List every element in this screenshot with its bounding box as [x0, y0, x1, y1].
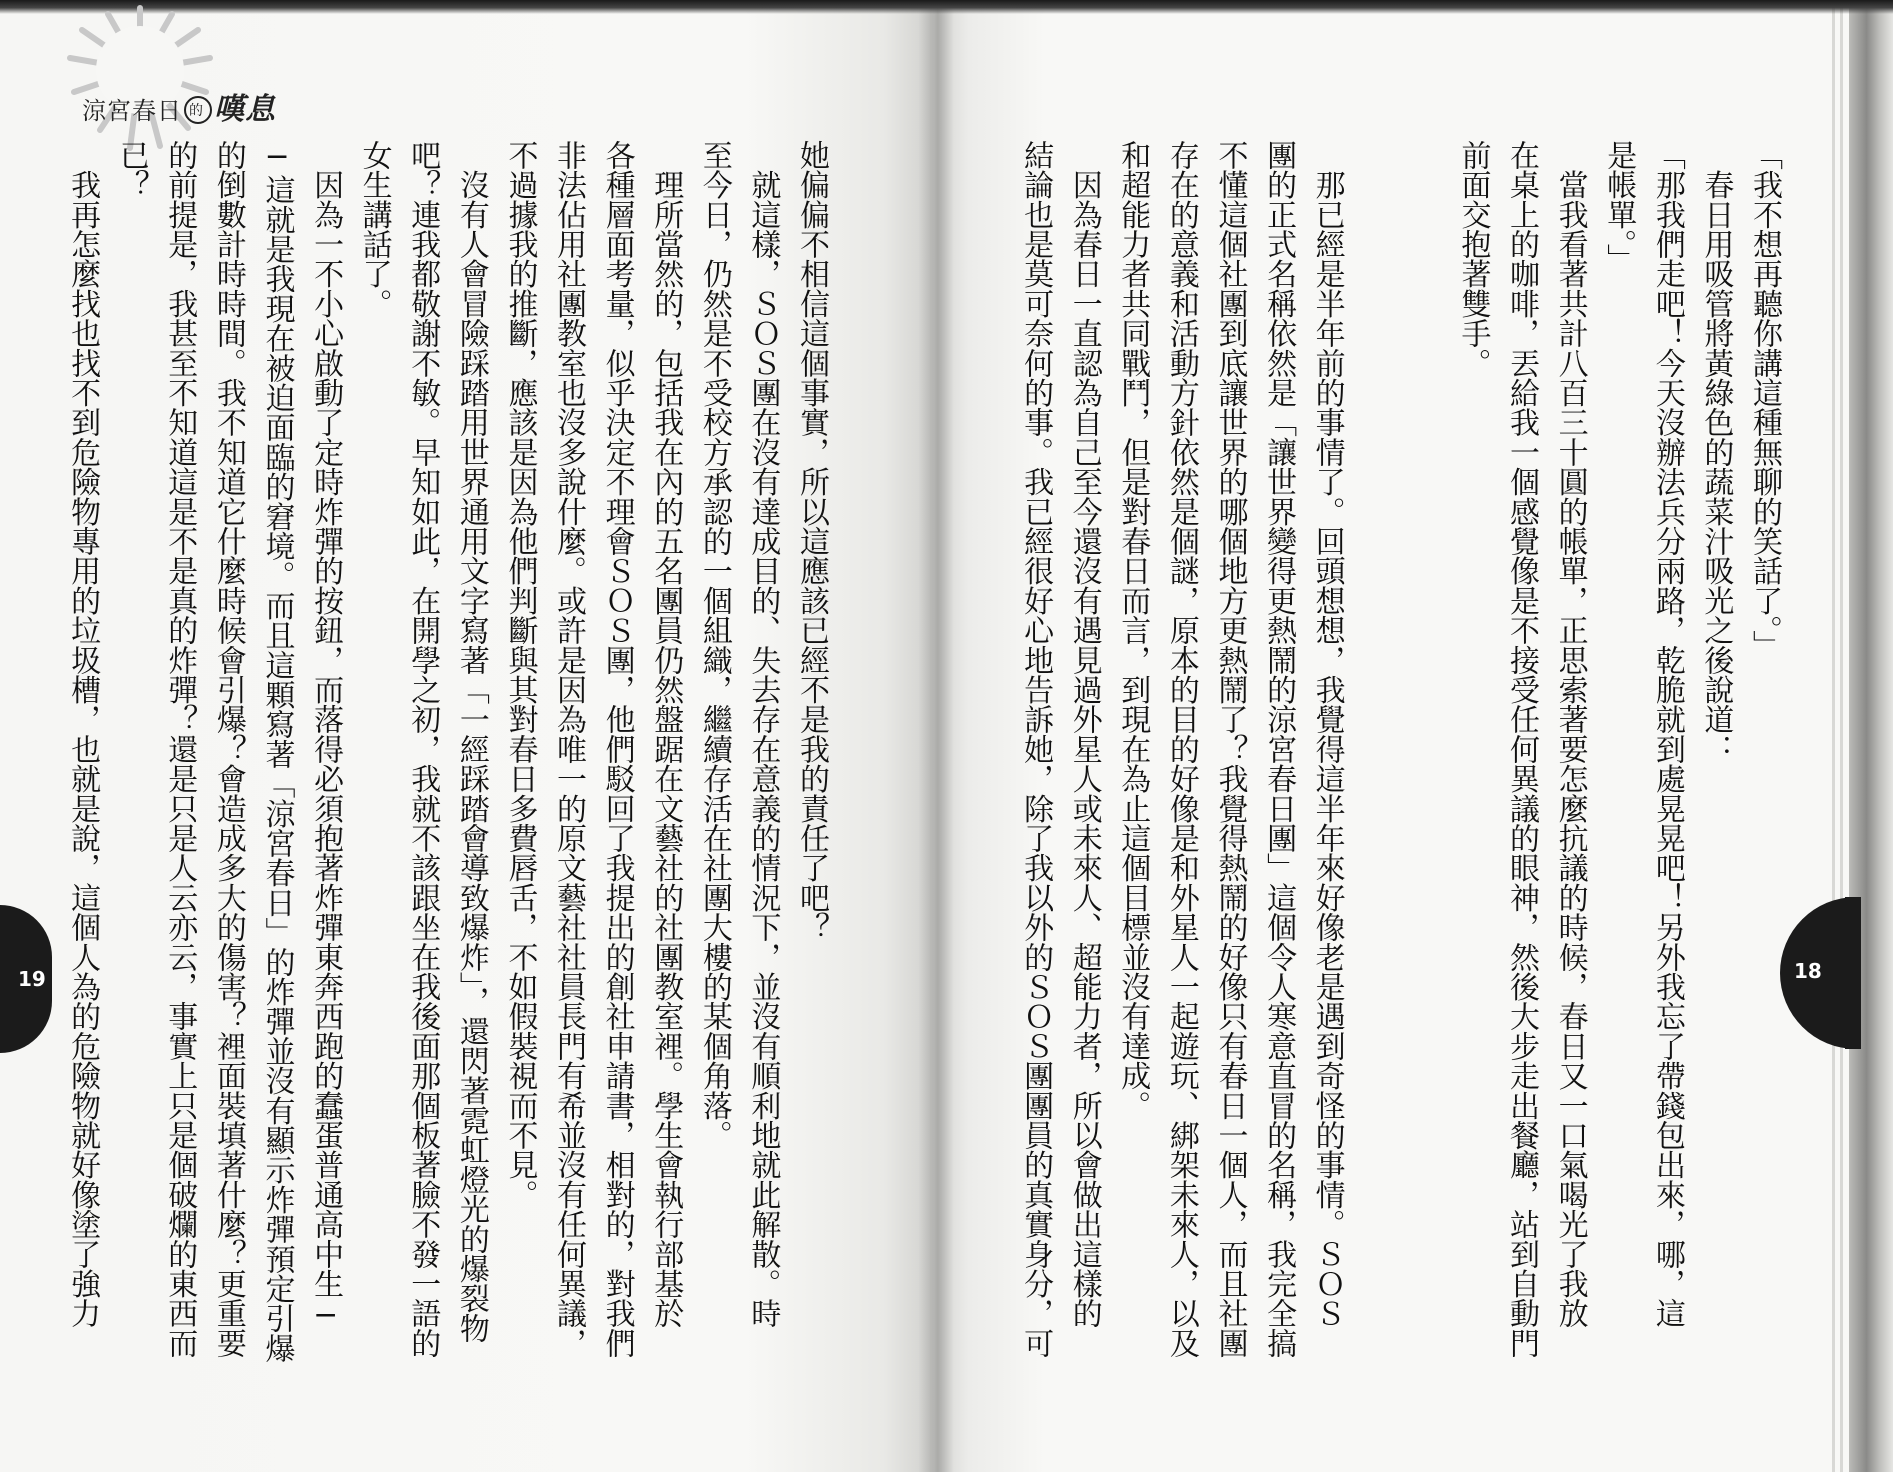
- header-title-connector: 的: [184, 96, 212, 124]
- book-spine-shadow: [918, 0, 954, 1472]
- sunburst-logo-icon: [40, 0, 270, 160]
- header-title-end: 嘆息: [214, 92, 276, 127]
- book-right-edge: [1849, 0, 1893, 1472]
- left-page-number: 19: [18, 967, 46, 991]
- right-page-body-text: 「我不想再聽你講這種無聊的笑話了。」 春日用吸管將黃綠色的蔬菜汁吸光之後說道： 「那我們走吧！今天沒辦法兵分兩路，乾脆就到處晃晃吧！另外我忘了帶錢包出來，哪，這 是帳單。」 當我看著共計八百三十圓的帳單，正思索著要怎麼抗議的時候，春日又一口氣喝光了我放 在桌上的咖啡，丟給我一個感覺像是不接受任何異議的眼神，然後大步走出餐廳，站到自動門 前面交抱著雙手。 那已經是半年前的事情了。回頭想想，我覺得這半年來好像老是遇到奇怪的事情。ＳＯＳ 團的正式名稱依然是「讓世界變得更熱鬧的涼宮春日團」這個令人寒意直冒的名稱，我完全搞 不懂這個社團到底讓世界的哪個地方更熱鬧了？我覺得熱鬧的好像只有春日一個人，而且社團 存在的意義和活動方針依然是個謎，原本的目的好像是和外星人一起遊玩、綁架未來人，以及 和超能力者共同戰鬥，但是對春日而言，到現在為止這個目標並沒有達成。 因為春日一直認為自己至今還沒有遇見過外星人或未來人、超能力者，所以會做出這樣的 結論也是莫可奈何的事。我已經很好心地告訴她，除了我以外的ＳＯＳ團團員的真實身分，可: [1018, 140, 1782, 1358]
- book-title-header: [82, 84, 276, 128]
- page-edge-line: [1840, 0, 1843, 1472]
- right-page-number: 18: [1794, 959, 1822, 983]
- header-title-main: 涼宮春日: [82, 97, 182, 125]
- left-page-body-text: 她偏偏不相信這個事實，所以這應該已經不是我的責任了吧？ 就這樣，ＳＯＳ團在沒有達成目的、失去存在意義的情況下，並沒有順利地就此解散。時 至今日，仍然是不受校方承認的一個組織，繼續存活在社團大樓的某個角落。 理所當然的，包括我在內的五名團員仍然盤踞在文藝社的社團教室裡。學生會執行部基於 各種層面考量，似乎決定不理會ＳＯＳ團，他們駁回了我提出的創社申請書，相對的，對我們 非法佔用社團教室也沒多說什麼。或許是因為唯一的原文藝社社員長門有希並沒有任何異議， 不過據我的推斷，應該是因為他們判斷與其對春日多費唇舌，不如假裝視而不見。 沒有人會冒險踩踏用世界通用文字寫著「一經踩踏會導致爆炸」，還閃著霓虹燈光的爆裂物 吧？連我都敬謝不敏。早知如此，在開學之初，我就不該跟坐在我後面那個板著臉不發一語的 女生講話了。 因為一不小心啟動了定時炸彈的按鈕，而落得必須抱著炸彈東奔西跑的蠢蛋普通高中生─ ─這就是我現在被迫面臨的窘境。而且這顆寫著「涼宮春日」的炸彈並沒有顯示炸彈預定引爆 的倒數計時時間。我不知道它什麼時候會引爆？會造成多大的傷害？裡面裝填著什麼？更重要 的前提是，我甚至不知道這是不是真的炸彈？還是只是人云亦云，事實上只是個破爛的東西而 已？ 我再怎麼找也找不到危險物專用的垃圾槽，也就是說，這個人為的危險物就好像塗了強力: [65, 140, 829, 1363]
- top-edge-shadow: [0, 0, 1893, 14]
- page-edge-line: [1832, 0, 1835, 1472]
